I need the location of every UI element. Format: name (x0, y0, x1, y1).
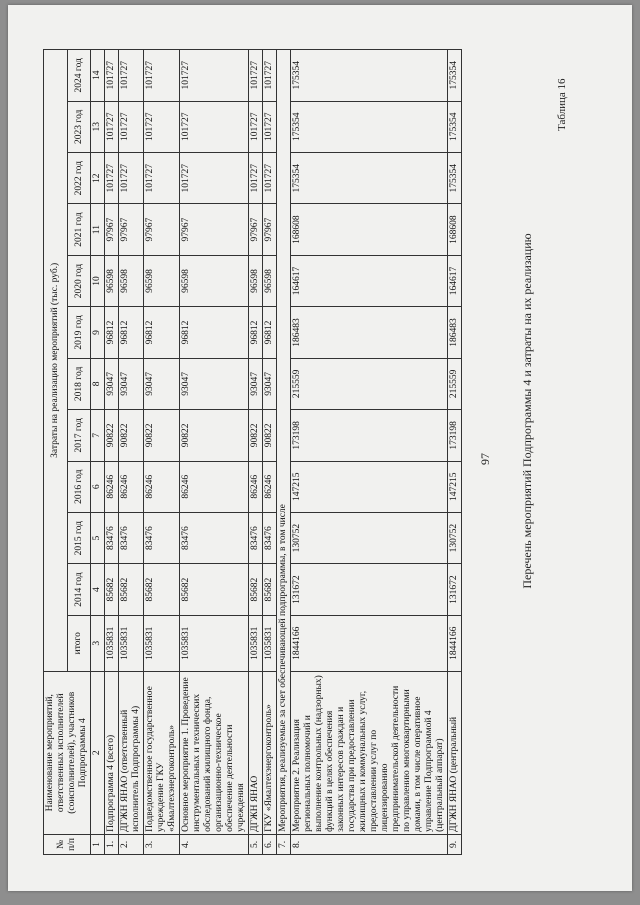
row-value: 86246 (119, 461, 144, 512)
column-number: 12 (91, 152, 105, 203)
row-value: 90822 (263, 410, 277, 461)
row-value: 175354 (448, 101, 462, 152)
row-value: 101727 (144, 101, 180, 152)
row-value: 83476 (249, 512, 263, 563)
row-value: 90822 (144, 410, 180, 461)
row-value: 86246 (180, 461, 249, 512)
column-number: 6 (91, 461, 105, 512)
row-value: 1035831 (180, 615, 249, 671)
row-value: 1844166 (291, 615, 448, 671)
column-number: 7 (91, 410, 105, 461)
row-value: 93047 (144, 358, 180, 409)
row-value: 168608 (291, 204, 448, 255)
row-value: 85682 (144, 564, 180, 615)
row-value: 85682 (263, 564, 277, 615)
row-value: 85682 (119, 564, 144, 615)
row-value: 1035831 (263, 615, 277, 671)
row-value: 1844166 (448, 615, 462, 671)
row-value: 90822 (180, 410, 249, 461)
row-value: 96812 (119, 307, 144, 358)
row-value: 83476 (144, 512, 180, 563)
row-value: 101727 (180, 152, 249, 203)
row-value: 164617 (291, 255, 448, 306)
row-name: ДГЖН ЯНАО (249, 671, 263, 834)
header-costs: Затраты на реализацию мероприятий (тыс. руб.) (44, 50, 68, 672)
row-value: 1035831 (105, 615, 119, 671)
column-number: 8 (91, 358, 105, 409)
row-name: Подпрограмма 4 (всего) (105, 671, 119, 834)
column-number: 1 (91, 834, 105, 854)
row-value: 101727 (180, 101, 249, 152)
document-page (8, 5, 632, 891)
page-number: 97 (478, 453, 492, 465)
row-value: 101727 (263, 101, 277, 152)
row-number: 4. (180, 834, 249, 854)
header-year: 2024 год (67, 50, 91, 102)
row-value: 97967 (119, 204, 144, 255)
row-value: 147215 (291, 461, 448, 512)
row-name: Основное мероприятие 1. Проведение инструментальных и технических обследований жилищного фонда, организационно-техническое обеспечение деятельности учреждения (180, 671, 249, 834)
row-number: 6. (263, 834, 277, 854)
row-value: 90822 (119, 410, 144, 461)
row-value: 1035831 (144, 615, 180, 671)
row-value: 101727 (249, 101, 263, 152)
row-value: 86246 (263, 461, 277, 512)
row-value: 101727 (105, 101, 119, 152)
header-year: 2015 год (67, 512, 91, 563)
row-value: 86246 (105, 461, 119, 512)
row-value: 168608 (448, 204, 462, 255)
row-name: Мероприятие 2. Реализация региональных полномочий и выполнение контрольных (надзорных) функций в целях обеспечения законных интересов граждан и государства при предоставлении жилищных и коммунальных услуг, предоставлении услуг по лицензированию предпринимательской деятельности по управлению многоквартирными домами, в том числе оперативное управление Подпрограммой 4 (центральный аппарат) (291, 671, 448, 834)
row-value: 173198 (448, 410, 462, 461)
row-value: 90822 (249, 410, 263, 461)
header-num: № п/п (44, 834, 91, 854)
rotated-page-content (8, 5, 632, 891)
row-value: 96812 (263, 307, 277, 358)
header-year: 2021 год (67, 204, 91, 255)
row-value: 175354 (291, 101, 448, 152)
row-value: 83476 (119, 512, 144, 563)
header-year: 2023 год (67, 101, 91, 152)
row-value: 101727 (119, 101, 144, 152)
row-name: ГКУ «Ямалтехэнергоконтроль» (263, 671, 277, 834)
row-name: ДГЖН ЯНАО (ответственный исполнитель Подпрограммы 4) (119, 671, 144, 834)
row-value: 96812 (249, 307, 263, 358)
table-row (180, 50, 249, 855)
table-row (249, 50, 263, 855)
row-value: 175354 (448, 50, 462, 102)
row-value: 164617 (448, 255, 462, 306)
row-number: 9. (448, 834, 462, 854)
table-label: Таблица 16 (556, 78, 568, 131)
row-value: 175354 (291, 152, 448, 203)
row-number: 8. (291, 834, 448, 854)
row-value: 93047 (180, 358, 249, 409)
header-year: 2022 год (67, 152, 91, 203)
header-name: Наименование мероприятий, ответственных исполнителей (соисполнителей), участников Подпрограммы 4 (44, 671, 91, 834)
header-row-1 (44, 50, 68, 855)
column-number: 13 (91, 101, 105, 152)
row-number: 1. (105, 834, 119, 854)
row-value: 101727 (105, 152, 119, 203)
row-value: 101727 (249, 50, 263, 102)
row-value: 97967 (144, 204, 180, 255)
row-value: 1035831 (249, 615, 263, 671)
row-value: 186483 (291, 307, 448, 358)
row-value: 97967 (249, 204, 263, 255)
column-number: 2 (91, 671, 105, 834)
row-value: 96598 (249, 255, 263, 306)
row-value: 83476 (263, 512, 277, 563)
column-number: 3 (91, 615, 105, 671)
row-name: ДГЖН ЯНАО (центральный (448, 671, 462, 834)
column-number: 9 (91, 307, 105, 358)
row-value: 85682 (105, 564, 119, 615)
row-number: 5. (249, 834, 263, 854)
row-number: 7. (277, 834, 291, 854)
row-value: 101727 (119, 50, 144, 102)
row-value: 215559 (448, 358, 462, 409)
column-number: 5 (91, 512, 105, 563)
row-value: 101727 (144, 152, 180, 203)
row-value: 86246 (144, 461, 180, 512)
row-value: 96598 (105, 255, 119, 306)
row-value: 175354 (448, 152, 462, 203)
table-row (144, 50, 180, 855)
row-value: 101727 (105, 50, 119, 102)
header-year: 2020 год (67, 255, 91, 306)
table-row (105, 50, 119, 855)
row-value: 131672 (291, 564, 448, 615)
row-value: 96598 (144, 255, 180, 306)
row-value: 173198 (291, 410, 448, 461)
row-value: 93047 (249, 358, 263, 409)
row-name: Подведомственное государственное учреждение ГКУ «Ямалтехэнергоконтроль» (144, 671, 180, 834)
row-value: 130752 (448, 512, 462, 563)
costs-table (43, 49, 462, 855)
column-number: 11 (91, 204, 105, 255)
row-span-text: Мероприятия, реализуемые за счет обеспечивающей подпрограммы, в том числе (277, 50, 291, 835)
row-value: 96812 (180, 307, 249, 358)
table-row (119, 50, 144, 855)
row-value: 93047 (119, 358, 144, 409)
row-value: 86246 (249, 461, 263, 512)
row-value: 186483 (448, 307, 462, 358)
row-value: 130752 (291, 512, 448, 563)
column-number: 10 (91, 255, 105, 306)
row-value: 101727 (249, 152, 263, 203)
row-number: 2. (119, 834, 144, 854)
table-row (448, 50, 462, 855)
row-value: 96598 (263, 255, 277, 306)
row-value: 1035831 (119, 615, 144, 671)
row-value: 147215 (448, 461, 462, 512)
header-year: 2014 год (67, 564, 91, 615)
row-value: 101727 (263, 50, 277, 102)
row-value: 131672 (448, 564, 462, 615)
row-value: 90822 (105, 410, 119, 461)
row-value: 85682 (180, 564, 249, 615)
row-value: 93047 (105, 358, 119, 409)
column-numbers-row (91, 50, 105, 855)
header-year: 2019 год (67, 307, 91, 358)
row-value: 97967 (180, 204, 249, 255)
row-value: 97967 (263, 204, 277, 255)
row-value: 96812 (144, 307, 180, 358)
row-value: 101727 (263, 152, 277, 203)
table-body (105, 50, 462, 855)
header-year: 2018 год (67, 358, 91, 409)
document-title: Перечень мероприятий Подпрограммы 4 и затраты на их реализацию (520, 233, 534, 589)
row-value: 96598 (119, 255, 144, 306)
row-value: 215559 (291, 358, 448, 409)
row-value: 93047 (263, 358, 277, 409)
row-value: 85682 (249, 564, 263, 615)
row-value: 83476 (180, 512, 249, 563)
column-number: 4 (91, 564, 105, 615)
row-value: 101727 (180, 50, 249, 102)
row-value: 96812 (105, 307, 119, 358)
table-row (263, 50, 277, 855)
table-row (277, 50, 291, 855)
header-year: 2017 год (67, 410, 91, 461)
row-value: 101727 (144, 50, 180, 102)
row-value: 83476 (105, 512, 119, 563)
header-total: итого (67, 615, 91, 671)
column-number: 14 (91, 50, 105, 102)
row-value: 175354 (291, 50, 448, 102)
row-value: 101727 (119, 152, 144, 203)
row-value: 97967 (105, 204, 119, 255)
table-row (291, 50, 448, 855)
row-value: 96598 (180, 255, 249, 306)
row-number: 3. (144, 834, 180, 854)
header-year: 2016 год (67, 461, 91, 512)
